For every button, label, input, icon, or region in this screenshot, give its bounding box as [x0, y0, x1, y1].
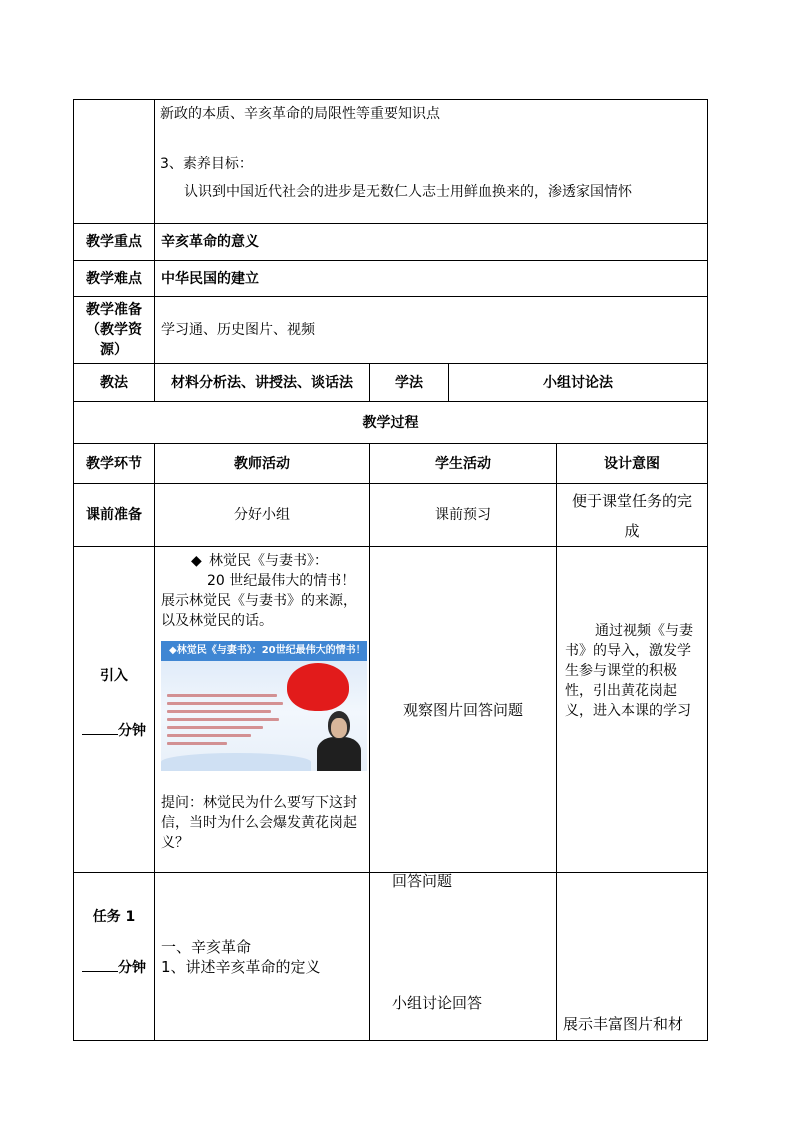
- intro-intent: 通过视频《与妻书》的导入，激发学生参与课堂的积极性，引出黄花岗起义，进入本课的学习: [557, 547, 708, 873]
- intro-minutes-line: [74, 720, 154, 741]
- objectives-line-2: 3、素养目标：: [160, 156, 253, 172]
- intro-teacher-cell: [155, 547, 370, 873]
- intro-teacher-line-3: 展示林觉民《与妻书》的来源，以及林觉民的话。: [161, 593, 357, 629]
- task1-student-line-1: 回答问题: [392, 872, 453, 890]
- header-stage: 教学环节: [74, 444, 155, 484]
- task1-minutes: 分钟: [118, 960, 146, 976]
- objectives-label-cell: [74, 100, 155, 224]
- pre-class-stage: 课前准备: [74, 484, 155, 547]
- objectives-line-1: 新政的本质、辛亥革命的局限性等重要知识点: [160, 106, 440, 122]
- task1-teacher-cell: [155, 873, 370, 1041]
- pre-class-row: [74, 484, 708, 547]
- intro-teacher-line-2: 20 世纪最伟大的情书！: [207, 573, 356, 589]
- process-title-row: [74, 402, 708, 444]
- intro-student: 观察图片回答问题: [370, 547, 557, 873]
- header-student: 学生活动: [370, 444, 557, 484]
- task1-teacher-line-1: 一、辛亥革命: [161, 938, 252, 956]
- key-point-label: 教学重点: [74, 224, 155, 261]
- intro-minutes-blank: [82, 720, 118, 735]
- image-title: ◆林觉民《与妻书》：20世纪最伟大的情书！: [169, 645, 366, 656]
- header-intent: 设计意图: [557, 444, 708, 484]
- speech-cloud-icon: [287, 663, 349, 711]
- task1-student-cell: [370, 873, 557, 1041]
- objectives-line-3: 认识到中国近代社会的进步是无数仁人志士用鲜血换来的，渗透家国情怀: [184, 184, 632, 200]
- intro-question: 提问：林觉民为什么要写下这封信，当时为什么会爆发黄花岗起义？: [161, 795, 357, 851]
- portrait-icon: [317, 711, 361, 771]
- lin-juemin-letter-image: [161, 641, 367, 771]
- difficult-point-label: 教学难点: [74, 261, 155, 297]
- objectives-cell: [155, 100, 708, 224]
- intro-stage: 引入: [100, 668, 128, 684]
- intro-row: [74, 547, 708, 873]
- task1-intent: 展示丰富图片和材: [557, 873, 708, 1041]
- intro-stage-cell: [74, 547, 155, 873]
- key-point-row: [74, 224, 708, 261]
- intro-teacher-line-1: ◆ 林觉民《与妻书》：: [191, 553, 328, 569]
- preparation-row: [74, 297, 708, 364]
- pre-class-student: 课前预习: [370, 484, 557, 547]
- task1-minutes-blank: [82, 957, 118, 972]
- intro-minutes: 分钟: [118, 723, 146, 739]
- task1-stage: 任务 1: [92, 909, 136, 925]
- methods-row: [74, 364, 708, 402]
- task1-stage-cell: [74, 873, 155, 1041]
- preparation-label: 教学准备（教学资源）: [74, 297, 155, 364]
- difficult-point-value: 中华民国的建立: [155, 261, 708, 297]
- lesson-plan-table: [73, 99, 708, 1041]
- learning-method-label: 学法: [370, 364, 449, 402]
- teaching-method-label: 教法: [74, 364, 155, 402]
- preparation-value: 学习通、历史图片、视频: [155, 297, 708, 364]
- learning-method-value: 小组讨论法: [449, 364, 708, 402]
- process-header-row: [74, 444, 708, 484]
- task1-minutes-line: [74, 957, 154, 978]
- teaching-method-value: 材料分析法、讲授法、谈话法: [155, 364, 370, 402]
- process-title: 教学过程: [74, 402, 708, 444]
- header-teacher: 教师活动: [155, 444, 370, 484]
- difficult-point-row: [74, 261, 708, 297]
- task1-row: [74, 873, 708, 1041]
- objectives-row: [74, 100, 708, 224]
- pre-class-intent: 便于课堂任务的完成: [557, 484, 708, 547]
- pre-class-teacher: 分好小组: [155, 484, 370, 547]
- key-point-value: 辛亥革命的意义: [155, 224, 708, 261]
- task1-student-line-2: 小组讨论回答: [392, 994, 483, 1012]
- diamond-bullet-icon: ◆: [191, 553, 202, 569]
- task1-teacher-line-2: 1、讲述辛亥革命的定义: [161, 958, 321, 976]
